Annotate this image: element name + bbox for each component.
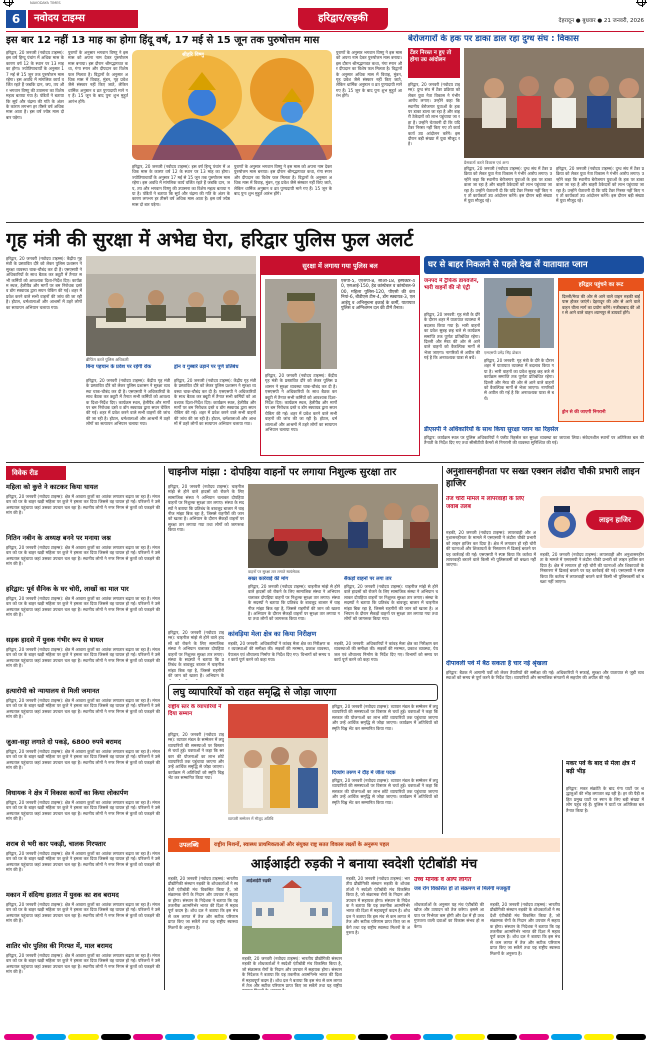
achievement-strap [168, 838, 560, 852]
police-meeting-photo [86, 256, 256, 356]
article-body: हरिद्वार, 20 जनवरी: गृह मंत्री के दौरे के दौरान शहर में यातायात व्यवस्था में बदलाव किया गया है। भारी वाहनों का प्रवेश सुबह छह बजे से कार्यक्रम समाप्ति तक पूर्णतः प्रतिबंधित रहेगा। दिल्ली और मेरठ की ओर से आने वाले वाहनों को वैकल्पिक मार्गों से भेजा जाएगा। नागरिकों से अपील की गई है कि अनावश्यक यात्रा से बचें। [484, 358, 554, 401]
route-title: हरिद्वार पहुंचने का रूट [559, 279, 643, 291]
paper-sub: NAVODAYA TIMES [30, 1, 61, 5]
article-kanwar [168, 630, 438, 680]
img-caption: श्रीहरि विष्णु [182, 52, 204, 58]
side-subhead: जब रोग विकसित हो तो संक्रमण से मिलेगी मजबूती [414, 886, 511, 892]
brief-headline: महिला को कुत्ते ने काटकर किया घायल [6, 483, 98, 491]
paper-name: नवोदय टाइम्स [28, 10, 138, 28]
manjha-photo [248, 484, 438, 568]
security-box [260, 256, 420, 456]
article-body: रुड़की, 20 जनवरी: अधिकारियों ने कांवड़ मेला क्षेत्र का निरीक्षण कर व्यवस्थाओं की समीक्षा की। सड़कों की मरम्मत, प्रकाश व्यवस्था, पेयजल एवं शौचालय निर्माण के निर्देश दिए गए। विभागों को समय पर कार्य पूर्ण करने को कहा गया। [228, 641, 330, 663]
photo-caption: प्रेसवार्ता करते विकास एवं अन्य [464, 160, 509, 165]
section-title: हरिद्वार/रुड़की [298, 8, 388, 30]
brief-body: हरिद्वार, 20 जनवरी (नवोदय टाइम्स): क्षेत्र में आवारा कुत्तों का आतंक लगातार बढ़ता जा रहा है। मंगलवार को घर के बाहर खड़ी महिला पर कुत्ते ने हमला कर दिया जिससे वह घायल हो गई। परिजनों ने उसे अस्पताल पहुंचाया जहां उसका उपचार चल रहा है। स्थानीय लोगों ने नगर निगम से कुत्तों को पकड़ने की मांग की है। [6, 545, 160, 567]
subhead: दिव्यांग तरुण ने दौड़ में जीता पदक [332, 770, 396, 776]
headline: घर से बाहर निकलने से पहले देख लें यातायात प्लान [428, 260, 588, 270]
photo-caption: ब्रीफिंग करते पुलिस अधिकारी [86, 357, 129, 362]
article-laghu-vyapari [168, 684, 438, 834]
article-body: हरिद्वार, 20 जनवरी (नवोदय टाइम्स): व्यापार मंडल के सम्मेलन में लघु व्यापारियों की समस्याओं पर विस्तार से चर्चा हुई। वक्ताओं ने कहा कि सरकार की योजनाओं का लाभ छोटे व्यापारियों तक पहुंचाया जाएगा और उन्हें आर्थिक समृद्धि से जोड़ा जाएगा। कार्यक्रम में अतिथियों को स्मृति चिह्न भेंट कर सम्मानित किया गया। [332, 704, 438, 731]
press-photo [464, 48, 644, 158]
article-body: हरिद्वार, 20 जनवरी (नवोदय टाइम्स): चाइनीज मांझे से होने वाले हादसों को रोकने के लिए सामाजिक संस्था ने अभियान चलाकर दोपहिया वाहनों पर निशुल्क सुरक्षा तार लगाए। संस्था के सदस्यों ने बताया कि प्रतिबंध के बावजूद बाजार में चाइनीज मांझा बिक रहा है, जिससे राहगीरों की जान को खतरा है। अभियान के दौरान सैकड़ों वाहनों पर सुरक्षा तार लगाया गया तथा लोगों को जागरूक किया गया। [248, 584, 340, 622]
side-headline: उच्च मानक व अल्प लागत [414, 876, 472, 883]
article-body: हरिद्वार, 20 जनवरी (नवोदय टाइम्स): इस वर्ष हिन्दू पंचांग में अधिक मास के कारण वर्ष 12 के स्थान पर 13 माह का होगा। ज्योतिषाचार्यों के अनुसार 17 मई से 15 जून तक पुरुषोत्तम मास रहेगा। इस अवधि में मांगलिक कार्य वर्जित रहते हैं जबकि दान, जप, तप और भगवान विष्णु की उपासना का विशेष महत्व बताया गया है। पंडितों ने बताया कि सूर्य और चंद्रमा की गति के अंतर के कारण लगभग हर तीसरे वर्ष अधिक मास आता है। इस वर्ष ज्येष्ठ मास दो बार पड़ेगा। [132, 164, 230, 207]
article-body: हरिद्वार, 20 जनवरी (नवोदय टाइम्स): व्यापार मंडल के सम्मेलन में लघु व्यापारियों की समस्याओं पर विस्तार से चर्चा हुई। वक्ताओं ने कहा कि सरकार की योजनाओं का लाभ छोटे व्यापारियों तक पहुंचाया जाएगा और उन्हें आर्थिक समृद्धि से जोड़ा जाएगा। कार्यक्रम में अतिथियों को स्मृति चिह्न भेंट कर सम्मानित किया गया। [168, 732, 224, 781]
headline: लघु व्यापारियों को राहत समृद्धि से जोड़ा जाएगा [168, 684, 438, 701]
ssp-photo [484, 278, 554, 348]
brief-body: हरिद्वार, 20 जनवरी (नवोदय टाइम्स): क्षेत्र में आवारा कुत्तों का आतंक लगातार बढ़ता जा रहा है। मंगलवार को घर के बाहर खड़ी महिला पर कुत्ते ने हमला कर दिया जिससे वह घायल हो गई। परिजनों ने उसे अस्पताल पहुंचाया जहां उसका उपचार चल रहा है। स्थानीय लोगों ने नगर निगम से कुत्तों को पकड़ने की मांग की है। [6, 749, 160, 771]
photo-caption: व्यापारी सम्मेलन में मौजूद अतिथि [228, 816, 274, 821]
strap-tag: उपलब्धि [168, 838, 210, 852]
headline: कांवड़िया मेला क्षेत्र का किया निरीक्षण [228, 630, 317, 638]
subhead: टेंडर निरस्त न हुए तो होगा उग्र आंदोलन [408, 48, 460, 78]
headline: आईआईटी रुड़की ने बनाया स्वदेशी एंटीबॉडी मंच [250, 857, 478, 872]
article-body: हरिद्वार, 20 जनवरी (नवोदय टाइम्स): इस वर्ष हिन्दू पंचांग में अधिक मास के कारण वर्ष 12 के स्थान पर 13 माह का होगा। ज्योतिषाचार्यों के अनुसार 17 मई से 15 जून तक पुरुषोत्तम मास रहेगा। इस अवधि में मांगलिक कार्य वर्जित रहते हैं जबकि दान, जप, तप और भगवान विष्णु की उपासना का विशेष महत्व बताया गया है। पंडितों ने बताया कि सूर्य और चंद्रमा की गति के अंतर के कारण लगभग हर तीसरे वर्ष अधिक मास आता है। इस वर्ष ज्येष्ठ मास दो बार पड़ेगा। [6, 50, 64, 120]
page-number: 6 [6, 10, 26, 28]
main-headline: गृह मंत्री की सुरक्षा में अभेद्य घेरा, हरिद्वार पुलिस फुल अलर्ट [6, 229, 414, 251]
conference-photo [228, 704, 328, 814]
headline: डीएसपी ने अधिकारियों के साथ किया सुरक्षा प्लान का रिहर्सल [424, 426, 559, 433]
brief-headline: हरिद्वार: पूर्व सैनिक के घर चोरी, लाखों का माल पार [6, 585, 129, 593]
article-adhik-maas [6, 34, 402, 218]
subhead: सैकड़ों वाहनों पर लगा तार [344, 576, 392, 582]
column-title: विवेक रीड [6, 466, 66, 480]
brief-headline: शराब से भरी कार पकड़ी, चालक गिरफ्तार [6, 840, 106, 848]
article-body: हरिद्वार: कार्यक्रम स्थल पर पुलिस अधिकारियों ने फ्लीट रिहर्सल कर सुरक्षा व्यवस्था का जायजा लिया। संवेदनशील स्थानों पर अतिरिक्त बल की तैनाती के निर्देश दिए गए तथा सीसीटीवी कैमरों से निगरानी की व्यवस्था सुनिश्चित की गई। [424, 435, 644, 446]
brief-body: हरिद्वार, 20 जनवरी (नवोदय टाइम्स): क्षेत्र में आवारा कुत्तों का आतंक लगातार बढ़ता जा रहा है। मंगलवार को घर के बाहर खड़ी महिला पर कुत्ते ने हमला कर दिया जिससे वह घायल हो गई। परिजनों ने उसे अस्पताल पहुंचाया जहां उसका उपचार चल रहा है। स्थानीय लोगों ने नगर निगम से कुत्तों को पकड़ने की मांग की है। [6, 800, 160, 822]
brief-body: हरिद्वार, 20 जनवरी (नवोदय टाइम्स): क्षेत्र में आवारा कुत्तों का आतंक लगातार बढ़ता जा रहा है। मंगलवार को घर के बाहर खड़ी महिला पर कुत्ते ने हमला कर दिया जिससे वह घायल हो गई। परिजनों ने उसे अस्पताल पहुंचाया जहां उसका उपचार चल रहा है। स्थानीय लोगों ने नगर निगम से कुत्तों को पकड़ने की मांग की है। [6, 596, 160, 618]
article-body: रुड़की, 20 जनवरी: अधिकारियों ने कांवड़ मेला क्षेत्र का निरीक्षण कर व्यवस्थाओं की समीक्षा की। सड़कों की मरम्मत, प्रकाश व्यवस्था, पेयजल एवं शौचालय निर्माण के निर्देश दिए गए। विभागों को समय पर कार्य पूर्ण करने को कहा गया। [334, 641, 438, 663]
subhead: बिना पहचान के प्रवेश पर रहेगी रोक [86, 364, 152, 370]
headline: इस बार 12 नहीं 13 माह का होगा हिंदू वर्ष, 17 मई से 15 जून तक पुरुषोत्तम मास [6, 35, 320, 46]
headline: चाइनीज मांझा : दोपहिया वाहनों पर लगाया निशुल्क सुरक्षा तार [168, 467, 397, 478]
subhead: तेज चोरी मामले में लापरवाही के लिए जवाब तलब [446, 496, 525, 510]
officer-photo [265, 279, 337, 369]
article-body: रुड़की, 20 जनवरी (नवोदय टाइम्स): भारतीय प्रौद्योगिकी संस्थान रुड़की के शोधकर्ताओं ने स्वदेशी एंटीबॉडी मंच विकसित किया है, जो संक्रामक रोगों के निदान और उपचार में सहायक होगा। संस्थान के निदेशक ने बताया कि यह तकनीक आत्मनिर्भर भारत की दिशा में महत्वपूर्ण कदम है। शोध दल ने बताया कि इस मंच से कम लागत में तेज और सटीक परिणाम प्राप्त किए जा सकेंगे तथा यह राष्ट्रीय [242, 956, 342, 989]
article-body: रुड़की, 20 जनवरी (नवोदय टाइम्स): भारतीय प्रौद्योगिकी संस्थान रुड़की के शोधकर्ताओं ने स्वदेशी एंटीबॉडी मंच विकसित किया है, जो संक्रामक रोगों के निदान और उपचार में सहायक होगा। संस्थान के निदेशक ने बताया कि यह तकनीक आत्मनिर्भर भारत की दिशा में महत्वपूर्ण कदम है। शोध दल ने बताया कि इस मंच से कम लागत में तेज और सटीक परिणाम प्राप्त किए जा सकेंगे तथा यह राष्ट्रीय स्वास्थ्य मिशनों के अनुरूप है। [168, 876, 238, 930]
article-body: हरिद्वार, 20 जनवरी (नवोदय टाइम्स): दुग्ध संघ में टेंडर प्रक्रिया को लेकर युवा नेता विकास ने गंभीर आरोप लगाए। उन्होंने कहा कि स्थानीय बेरोजगार युवाओं के हक पर डाका डाला जा रहा है और बाहरी ठेकेदारों को लाभ पहुंचाया जा रहा है। उन्होंने चेतावनी दी कि यदि टेंडर निरस्त नहीं किए गए तो कार्यकर्ता उग्र आंदोलन करेंगे। इस दौरान बड़ी संख्या में युवा मौजूद रहे। [408, 82, 460, 147]
article-body: हरिद्वार, 20 जनवरी (नवोदय टाइम्स): चाइनीज मांझे से होने वाले हादसों को रोकने के लिए सामाजिक संस्था ने अभियान चलाकर दोपहिया वाहनों पर निशुल्क सुरक्षा तार लगाए। संस्था के सदस्यों ने बताया कि प्रतिबंध के बावजूद बाजार में चाइनीज मांझा बिक रहा है, जिससे राहगीरों की जान को खतरा है। अभियान के दौरान सैकड़ों वाहनों पर सुरक्षा तार लगाया गया तथा लोगों को जागरूक किया गया। [344, 584, 438, 622]
article-deepawali [446, 660, 644, 756]
article-body: रुड़की, 20 जनवरी (नवोदय टाइम्स): लापरवाही और अनुशासनहीनता के मामले में एसएसपी ने लंढौरा चौकी प्रभारी को लाइन हाजिर कर दिया है। क्षेत्र में लगातार हो रही चोरी की घटनाओं और शिकायतों के निस्तारण में ढिलाई बरतने पर यह कार्रवाई की गई। एसएसपी ने स्पष्ट किया कि कर्तव्य में लापरवाही बरतने वाले किसी भी पुलिसकर्मी को बख्शा नहीं जाएगा। [540, 552, 644, 585]
article-body: रुड़की, 20 जनवरी (नवोदय टाइम्स): भारतीय प्रौद्योगिकी संस्थान रुड़की के शोधकर्ताओं ने स्वदेशी एंटीबॉडी मंच विकसित किया है, जो संक्रामक रोगों के निदान और उपचार में सहायक होगा। संस्थान के निदेशक ने बताया कि यह तकनीक आत्मनिर्भर भारत की दिशा में महत्वपूर्ण कदम है। शोध दल ने बताया कि इस मंच से कम लागत में तेज और सटीक परिणाम प्राप्त किए जा सकेंगे तथा यह राष्ट्रीय स्वास्थ्य मिशनों के अनुरूप है। [346, 876, 410, 936]
strap-text: राष्ट्रीय मिशनों, स्वास्थ्य प्राथमिकताओं और संयुक्त राष्ट्र सतत विकास लक्ष्यों के अनुरूप पहल [214, 842, 389, 848]
headline: अनुशासनहीनता पर सख्त एक्शन लंढौरा चौकी प्रभारी लाइन हाजिर [446, 467, 640, 489]
article-body: हरिद्वार, 20 जनवरी (नवोदय टाइम्स): केंद्रीय गृह मंत्री के प्रस्तावित दौरे को लेकर पुलिस प्रशासन ने सुरक्षा व्यवस्था चाक-चौबंद कर दी है। एसएसपी ने अधिकारियों के साथ बैठक कर ड्यूटी में तैनात सभी कर्मियों को आवश्यक दिशा-निर्देश दिए। कार्यक्रम स्थल, हेलीपैड और मार्गों पर बम निरोधक दस्ते व डॉग स्क्वायड द्वारा सघन चेकिंग की गई। शहर में प्रवेश करने वाले सभी वाहनों की जांच की जा रही है। होटल, धर्मशालाओं और आश्रमों में ठहरे लोगों का सत्यापन अभियान चलाया गया। [265, 373, 337, 433]
brief-body: हरिद्वार, 20 जनवरी (नवोदय टाइम्स): क्षेत्र में आवारा कुत्तों का आतंक लगातार बढ़ता जा रहा है। मंगलवार को घर के बाहर खड़ी महिला पर कुत्ते ने हमला कर दिया जिससे वह घायल हो गई। परिजनों ने उसे अस्पताल पहुंचाया जहां उसका उपचार चल रहा है। स्थानीय लोगों ने नगर निगम से कुत्तों को पकड़ने की मांग की है। [6, 851, 160, 873]
article-body: हरिद्वार, 20 जनवरी: गृह मंत्री के दौरे के दौरान शहर में यातायात व्यवस्था में बदलाव किया गया है। भारी वाहनों का प्रवेश सुबह छह बजे से कार्यक्रम समाप्ति तक पूर्णतः प्रतिबंधित रहेगा। दिल्ली और मेरठ की ओर से आने वाले वाहनों को वैकल्पिक मार्गों से भेजा जाएगा। नागरिकों से अपील की गई है कि अनावश्यक यात्रा से बचें। [424, 312, 480, 361]
masthead [6, 1, 644, 30]
brief-body: हरिद्वार, 20 जनवरी (नवोदय टाइम्स): क्षेत्र में आवारा कुत्तों का आतंक लगातार बढ़ता जा रहा है। मंगलवार को घर के बाहर खड़ी महिला पर कुत्ते ने हमला कर दिया जिससे वह घायल हो गई। परिजनों ने उसे अस्पताल पहुंचाया जहां उसका उपचार चल रहा है। स्थानीय लोगों ने नगर निगम से कुत्तों को पकड़ने की मांग की है। [6, 494, 160, 516]
brief-headline: नितिन नबीन के अध्यक्ष बनने पर मनाया जश्न [6, 534, 111, 542]
color-bar [0, 1034, 650, 1040]
headline: बेरोजगारों के हक पर डाका डाल रहा दुग्ध संघ : विकास [408, 34, 579, 44]
article-body: हरिद्वार, 20 जनवरी (नवोदय टाइम्स): केंद्रीय गृह मंत्री के प्रस्तावित दौरे को लेकर पुलिस प्रशासन ने सुरक्षा व्यवस्था चाक-चौबंद कर दी है। एसएसपी ने अधिकारियों के साथ बैठक कर ड्यूटी में तैनात सभी कर्मियों को आवश्यक दिशा-निर्देश दिए। कार्यक्रम स्थल, हेलीपैड और मार्गों पर बम निरोधक दस्ते व डॉग स्क्वायड द्वारा सघन चेकिंग की गई। शहर में प्रवेश करने वाले सभी वाहनों की जांच की जा रही है। होटल, धर्मशालाओं और आश्रमों में ठहरे लोगों का सत्यापन अभियान चलाया गया। [6, 256, 82, 310]
article-body: हरिद्वार, 20 जनवरी (नवोदय टाइम्स): चाइनीज मांझे से होने वाले हादसों को रोकने के लिए सामाजिक संस्था ने अभियान चलाकर दोपहिया वाहनों पर निशुल्क सुरक्षा तार लगाए। संस्था के सदस्यों ने बताया कि प्रतिबंध के बावजूद बाजार में चाइनीज मांझा बिक रहा है, जिससे राहगीरों की जान को खतरा है। अभियान के [168, 630, 224, 679]
article-body: हरिद्वार, 20 जनवरी (नवोदय टाइम्स): व्यापार मंडल के सम्मेलन में लघु व्यापारियों की समस्याओं पर विस्तार से चर्चा हुई। वक्ताओं ने कहा कि सरकार की योजनाओं का लाभ छोटे व्यापारियों तक पहुंचाया जाएगा और उन्हें आर्थिक समृद्धि से जोड़ा जाएगा। कार्यक्रम में अतिथियों को स्मृति चिह्न भेंट कर सम्मानित किया गया। [332, 778, 438, 805]
article-chinese-manjha [168, 466, 438, 626]
article-body: हरिद्वार, 20 जनवरी (नवोदय टाइम्स): केंद्रीय गृह मंत्री के प्रस्तावित दौरे को लेकर पुलिस प्रशासन ने सुरक्षा व्यवस्था चाक-चौबंद कर दी है। एसएसपी ने अधिकारियों के साथ बैठक कर ड्यूटी में तैनात सभी कर्मियों को आवश्यक दिशा-निर्देश दिए। कार्यक्रम स्थल, हेलीपैड और मार्गों पर बम निरोधक दस्ते व डॉग स्क्वायड द्वारा सघन चेकिंग की गई। शहर में प्रवेश करने वाले सभी वाहनों की जांच की जा रही है। होटल, धर्मशालाओं और आश्रमों में ठहरे लोगों का सत्यापन अभियान चलाया गया। [86, 378, 170, 427]
dateline: देहरादून ● बुधवार ● 21 जनवरी, 2026 [558, 18, 644, 24]
brief-body: हरिद्वार, 20 जनवरी (नवोदय टाइम्स): क्षेत्र में आवारा कुत्तों का आतंक लगातार बढ़ता जा रहा है। मंगलवार को घर के बाहर खड़ी महिला पर कुत्ते ने हमला कर दिया जिससे वह घायल हो गई। परिजनों ने उसे अस्पताल पहुंचाया जहां उसका उपचार चल रहा है। स्थानीय लोगों ने नगर निगम से कुत्तों को पकड़ने की मांग की है। [6, 902, 160, 924]
photo-caption: एसएसपी प्रमेंद्र सिंह डोबाल [484, 350, 521, 355]
photo-caption: वाहनों पर सुरक्षा तार लगाते स्वयंसेवक [248, 569, 300, 574]
subhead: सख्त कार्रवाई की मांग [248, 576, 289, 582]
line-hazir-stamp: लाइन हाजिर [586, 510, 644, 530]
article-body: हरिद्वार, 20 जनवरी (नवोदय टाइम्स): चाइनीज मांझे से होने वाले हादसों को रोकने के लिए सामाजिक संस्था ने अभियान चलाकर दोपहिया वाहनों पर निशुल्क सुरक्षा तार लगाए। संस्था के सदस्यों ने बताया कि प्रतिबंध के बावजूद बाजार में चाइनीज मांझा बिक रहा है, जिससे राहगीरों की जान को खतरा है। अभियान के दौरान सैकड़ों वाहनों पर सुरक्षा तार लगाया गया तथा लोगों को जागरूक किया गया। [168, 484, 244, 533]
article-body: हरिद्वार, 20 जनवरी (नवोदय टाइम्स): दुग्ध संघ में टेंडर प्रक्रिया को लेकर युवा नेता विकास ने गंभीर आरोप लगाए। उन्होंने कहा कि स्थानीय बेरोजगार युवाओं के हक पर डाका डाला जा रहा है और बाहरी ठेकेदारों को लाभ पहुंचाया जा रहा है। उन्होंने चेतावनी दी कि यदि टेंडर निरस्त नहीं किए गए तो कार्यकर्ता उग्र आंदोलन करेंगे। इस दौरान बड़ी संख्या में युवा मौजूद रहे। [464, 166, 552, 204]
brief-headline: शातिर चोर पुलिस की गिरफ्त में, माल बरामद [6, 942, 113, 950]
brief-headline: विधायक ने क्षेत्र में विकास कार्यों का किया लोकार्पण [6, 789, 129, 797]
article-body: रुड़की, 20 जनवरी (नवोदय टाइम्स): लापरवाही और अनुशासनहीनता के मामले में एसएसपी ने लंढौरा चौकी प्रभारी को लाइन हाजिर कर दिया है। क्षेत्र में लगातार हो रही चोरी की घटनाओं और शिकायतों के निस्तारण में ढिलाई बरतने पर यह कार्रवाई की गई। एसएसपी ने स्पष्ट किया कि कर्तव्य में लापरवाही बरतने वाले किसी भी पुलिसकर्मी को बख्शा नहीं जाएगा। [446, 530, 536, 568]
iit-building-photo [242, 876, 342, 954]
subhead: जनपद में ट्रैफिक डायवर्जन, भारी वाहनों की नो एंट्री [424, 278, 479, 291]
box-body: एसपी-5, एएसपी-8, सीओ-18, इंस्पेक्टर-40, एसआई-150, हेड कांस्टेबल व कांस्टेबल-900, महिला पुलिस-120, पीएसी की कंपनियां-6, बीडीएस टीम-4, डॉग स्क्वायड-3, एलआईयू व अभिसूचना इकाई के कर्मी, यातायात पुलिस व अग्निशमन दल की टीमें तैनात। [341, 279, 415, 312]
brief-headline: मकान में संदिग्ध हालात में युवक का शव बरामद [6, 891, 119, 899]
article-body: हरिद्वार, 20 जनवरी (नवोदय टाइम्स): केंद्रीय गृह मंत्री के प्रस्तावित दौरे को लेकर पुलिस प्रशासन ने सुरक्षा व्यवस्था चाक-चौबंद कर दी है। एसएसपी ने अधिकारियों के साथ बैठक कर ड्यूटी में तैनात सभी कर्मियों को आवश्यक दिशा-निर्देश दिए। कार्यक्रम स्थल, हेलीपैड और मार्गों पर बम निरोधक दस्ते व डॉग स्क्वायड द्वारा सघन चेकिंग की गई। शहर में प्रवेश करने वाले सभी वाहनों की जांच की जा रही है। होटल, धर्मशालाओं और आश्रमों में ठहरे लोगों का सत्यापन अभियान चलाया गया। [174, 378, 256, 427]
vivek-read-column [6, 466, 160, 990]
brief-headline: सड़क हादसे में युवक गंभीर रूप से घायल [6, 636, 104, 644]
iit-sidebar [414, 876, 560, 990]
photo-caption: आईआईटी रुड़की [246, 878, 272, 883]
route-banner: ड्रोन से की जाएगी निगरानी [562, 410, 606, 415]
article-iit-roorkee [168, 856, 560, 990]
article-line-hazir [446, 466, 644, 656]
side-body: शोधकर्ताओं के अनुसार यह मंच एंटीबॉडी की खोज और उत्पादन को तेज करेगा। इससे आयात पर निर्भरता कम होगी और देश में ही उच्च गुणवत्ता वाली दवाओं का विकास संभव हो सकेगा। [414, 902, 484, 929]
brief-body: हरिद्वार, 20 जनवरी (नवोदय टाइम्स): क्षेत्र में आवारा कुत्तों का आतंक लगातार बढ़ता जा रहा है। मंगलवार को घर के बाहर खड़ी महिला पर कुत्ते ने हमला कर दिया जिससे वह घायल हो गई। परिजनों ने उसे अस्पताल पहुंचाया जहां उसका उपचार चल रहा है। स्थानीय लोगों ने नगर निगम से कुत्तों को पकड़ने की मांग की है। [6, 953, 160, 975]
article-dugdh-sangh [408, 34, 644, 214]
headline: दीपावली पर्व में बैठ सकता है चार नई श्रृंखला [446, 660, 548, 667]
article-body: पुराणों के अनुसार भगवान विष्णु ने इस मास को अपना नाम देकर पुरुषोत्तम मास बनाया। इस दौरान श्रीमद्भागवत कथा, गंगा स्नान और दीपदान का विशेष फल मिलता है। विद्वानों के अनुसार अधिक मास में विवाह, मुंडन, गृह प्रवेश जैसे संस्कार नहीं किए जाते, लेकिन धार्मिक अनुष्ठान व व्रत पुण्यदायी माने गए हैं। 15 जून के बाद पुनः शुभ मुहूर्त आरंभ होंगे। [68, 50, 128, 104]
article-makar [566, 760, 644, 990]
article-rehearsal [424, 426, 644, 458]
box-title: सुरक्षा में लगाया गया पुलिस बल [261, 257, 419, 275]
subhead: ड्रोन व गुब्बारे उड़ाने पर पूर्ण प्रतिबंध [174, 364, 239, 370]
subhead: राष्ट्रीय स्तर के व्यापारियों ने दिया सम्मान [168, 704, 222, 717]
article-body: हरिद्वार: बैठक में आगामी पर्वों को लेकर तैयारियों की समीक्षा की गई। अधिकारियों ने सफाई, सुरक्षा और यातायात से जुड़ी व्यवस्थाओं को समय से पूर्ण करने के निर्देश दिए। व्यापारियों और सामाजिक संगठनों से सहयोग की अपील की गई। [446, 670, 644, 681]
registration-mark [637, 0, 646, 6]
traffic-banner [424, 256, 644, 274]
brief-headline: हत्यारोपी को न्यायालय से मिली जमानत [6, 687, 100, 695]
article-body: हरिद्वार: मकर संक्रांति के बाद गंगा घाटों पर श्रद्धालुओं की भीड़ लगातार बढ़ रही है। हर की पैड़ी सहित प्रमुख घाटों पर स्नान के लिए बड़ी संख्या में लोग पहुंच रहे हैं। पुलिस ने घाटों पर अतिरिक्त बल तैनात किया है। [566, 786, 644, 813]
article-body: हरिद्वार, 20 जनवरी (नवोदय टाइम्स): दुग्ध संघ में टेंडर प्रक्रिया को लेकर युवा नेता विकास ने गंभीर आरोप लगाए। उन्होंने कहा कि स्थानीय बेरोजगार युवाओं के हक पर डाका डाला जा रहा है और बाहरी ठेकेदारों को लाभ पहुंचाया जा रहा है। उन्होंने चेतावनी दी कि यदि टेंडर निरस्त नहीं किए गए तो कार्यकर्ता उग्र आंदोलन करेंगे। इस दौरान बड़ी संख्या में युवा मौजूद रहे। [556, 166, 644, 204]
brief-body: हरिद्वार, 20 जनवरी (नवोदय टाइम्स): क्षेत्र में आवारा कुत्तों का आतंक लगातार बढ़ता जा रहा है। मंगलवार को घर के बाहर खड़ी महिला पर कुत्ते ने हमला कर दिया जिससे वह घायल हो गई। परिजनों ने उसे अस्पताल पहुंचाया जहां उसका उपचार चल रहा है। स्थानीय लोगों ने नगर निगम से कुत्तों को पकड़ने की मांग की है। [6, 647, 160, 669]
side-body: रुड़की, 20 जनवरी (नवोदय टाइम्स): भारतीय प्रौद्योगिकी संस्थान रुड़की के शोधकर्ताओं ने स्वदेशी एंटीबॉडी मंच विकसित किया है, जो संक्रामक रोगों के निदान और उपचार में सहायक होगा। संस्थान के निदेशक ने बताया कि यह तकनीक आत्मनिर्भर भारत की दिशा में महत्वपूर्ण कदम है। शोध दल ने बताया कि इस मंच से कम लागत में तेज और सटीक परिणाम प्राप्त किए जा सकेंगे तथा यह राष्ट्रीय स्वास्थ्य मिशनों के अनुरूप है। [490, 902, 560, 956]
article-body: पुराणों के अनुसार भगवान विष्णु ने इस मास को अपना नाम देकर पुरुषोत्तम मास बनाया। इस दौरान श्रीमद्भागवत कथा, गंगा स्नान और दीपदान का विशेष फल मिलता है। विद्वानों के अनुसार अधिक मास में विवाह, मुंडन, गृह प्रवेश जैसे संस्कार नहीं किए जाते, लेकिन धार्मिक अनुष्ठान व व्रत पुण्यदायी माने गए हैं। 15 जून के बाद पुनः शुभ मुहूर्त आरंभ होंगे। [234, 164, 332, 197]
vishnu-illustration [132, 50, 332, 160]
headline: मकर पर्व के बाद से मेला क्षेत्र में बढ़ी भीड़ [566, 760, 636, 775]
route-body: दिल्ली/मेरठ की ओर से आने वाले वाहन रुड़की बाईपास होकर जाएंगे। देहरादून की ओर से आने वाले वाहन चीला मार्ग का प्रयोग करेंगे। नजीबाबाद की ओर से आने वाले वाहन श्यामपुर से डायवर्ट होंगे। [562, 294, 640, 316]
article-body: पुराणों के अनुसार भगवान विष्णु ने इस मास को अपना नाम देकर पुरुषोत्तम मास बनाया। इस दौरान श्रीमद्भागवत कथा, गंगा स्नान और दीपदान का विशेष फल मिलता है। विद्वानों के अनुसार अधिक मास में विवाह, मुंडन, गृह प्रवेश जैसे संस्कार नहीं किए जाते, लेकिन धार्मिक अनुष्ठान व व्रत पुण्यदायी माने गए हैं। 15 जून के बाद पुनः शुभ मुहूर्त आरंभ होंगे। [336, 50, 402, 99]
brief-headline: जुआ-सट्टा लगाते दो पकड़े, 6800 रुपये बरामद [6, 738, 122, 746]
route-box [558, 278, 644, 422]
brief-body: हरिद्वार, 20 जनवरी (नवोदय टाइम्स): क्षेत्र में आवारा कुत्तों का आतंक लगातार बढ़ता जा रहा है। मंगलवार को घर के बाहर खड़ी महिला पर कुत्ते ने हमला कर दिया जिससे वह घायल हो गई। परिजनों ने उसे अस्पताल पहुंचाया जहां उसका उपचार चल रहा है। स्थानीय लोगों ने नगर निगम से कुत्तों को पकड़ने की मांग की है। [6, 698, 160, 720]
registration-mark [4, 0, 13, 6]
